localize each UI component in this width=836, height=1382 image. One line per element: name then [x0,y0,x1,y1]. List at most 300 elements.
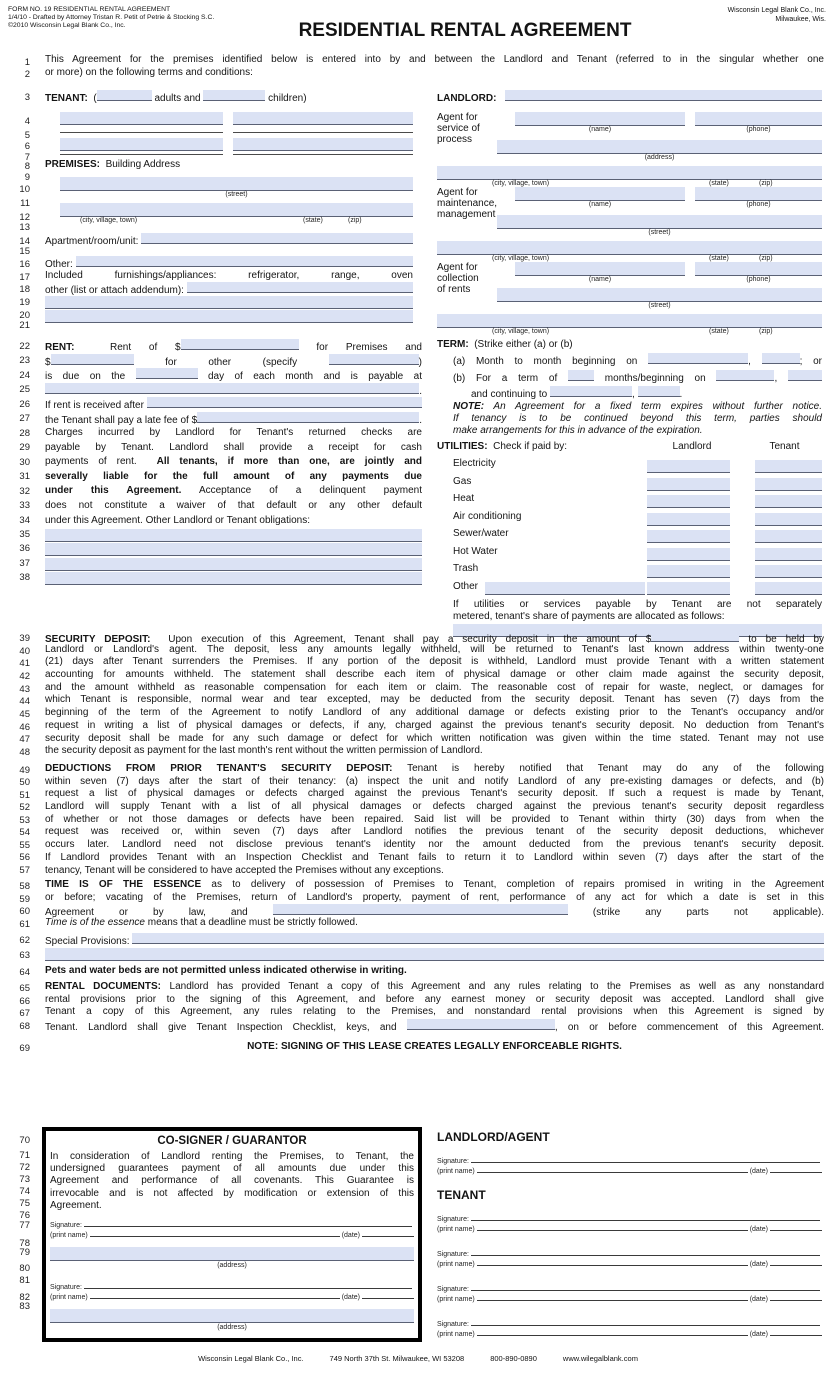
line-number: 10 [19,184,30,195]
zip-caption: (zip) [759,255,773,262]
signature-label: Signature: [437,1251,469,1258]
state-caption: (state) [709,255,729,262]
line-number: 54 [19,827,30,838]
print-name-label: (print name) [437,1226,475,1233]
addendum-row: other (list or attach addendum): [45,282,413,296]
signature-line[interactable] [84,1287,412,1289]
tenant-check-field[interactable] [755,548,822,561]
line-number: 18 [19,284,30,295]
tenant-signature-unit [437,1316,822,1338]
line-number: 75 [19,1198,30,1209]
addendum-field[interactable] [45,310,413,323]
line-number: 77 [19,1220,30,1231]
agent-label: maintenance, [437,198,498,209]
agent-label: service of [437,123,480,134]
paragraph-line: request was received or, within seven (7) days after Landlord notifies the previous tenant of the security deposit deductions, whichever [45,826,824,838]
rent-line: under this Agreement. Acceptance of a delinquent payment [45,485,422,497]
date-label: (date) [749,1261,768,1268]
line-number: 27 [19,413,30,424]
line-number: 19 [19,297,30,308]
name-caption: (name) [588,276,612,283]
form-drafter: 1/4/10 - Drafted by Attorney Tristan R. Petit of Petrie & Stocking S.C. [8,14,215,22]
rent-line: If rent is received after [45,397,422,412]
line-number: 62 [19,935,30,946]
tenant-check-field[interactable] [755,582,822,595]
fill-in-blank[interactable] [45,383,419,394]
utilities-col-tenant: Tenant [769,441,800,452]
paragraph-line: Agreement. [50,1199,102,1211]
publisher-city: Milwaukee, Wis. [775,15,826,23]
fill-in-blank[interactable] [197,412,419,423]
footer-company: Wisconsin Legal Blank Co., Inc. [198,1354,304,1363]
state-caption: (state) [303,217,323,224]
agent-phone-field[interactable] [695,187,822,201]
paragraph-line: request in writing a list of physical damages or defects, if any, charged against the previous tenant's security deposit. No deduction from Tenant's [45,719,824,731]
agent-name-field[interactable] [515,262,685,276]
tenant-row: TENANT: ( adults and children) [45,90,422,106]
line-number: 23 [19,355,30,366]
fill-in-blank[interactable] [568,370,594,381]
line-number: 71 [19,1150,30,1161]
line-number: 30 [19,457,30,468]
obligations-field[interactable] [45,572,422,585]
line-number: 44 [19,696,30,707]
landlord-signature-unit [437,1153,822,1175]
line-number: 39 [19,633,30,644]
line-number: 56 [19,852,30,863]
utility-label: Gas [453,476,472,487]
line-number: 31 [19,471,30,482]
phone-caption: (phone) [746,276,771,283]
cosigner-address-field[interactable] [50,1247,414,1261]
line-number: 36 [19,543,30,554]
line-number: 13 [19,222,30,233]
paragraph-line: Tenant. Landlord shall give Tenant Inspection Checklist, keys, and , on or before commencement of this Agreement. [45,1019,824,1032]
agent-street-field[interactable] [497,288,822,302]
fill-in-blank[interactable] [187,282,413,293]
landlord-check-field[interactable] [647,565,730,578]
tenant-heading: TENANT [437,1188,486,1202]
city-caption: (city, village, town) [80,217,138,224]
print-name-line[interactable] [477,1229,748,1231]
line-number: 42 [19,671,30,682]
paragraph-line: or before; vacating of the Premises, return of Landlord's property, payment of rent, performance of any act for which a date is set in this [45,891,824,903]
landlord-section [437,88,822,339]
utility-label: Electricity [453,458,496,469]
premises-heading: PREMISES: Building Address [45,159,181,170]
utilities-col-landlord: Landlord [672,441,712,452]
date-label: (date) [749,1331,768,1338]
paragraph-line: In consideration of Landlord renting the Premises, to Tenant, the [50,1151,414,1162]
cosigner-title: CO-SIGNER / GUARANTOR [157,1135,307,1147]
fill-in-blank[interactable] [273,904,568,915]
obligations-field[interactable] [45,529,422,542]
date-label: (date) [749,1168,768,1175]
paragraph-line: request a list of physical damages or defects charged against the previous Tenant's security deposit. If such a request is made by Tenant, [45,788,824,800]
line-number: 67 [19,1008,30,1019]
fill-in-blank[interactable] [648,353,748,364]
rental-documents-section [45,981,824,1032]
term-option-b: (b) For a term of months/beginning on , [453,370,822,386]
utilities-section [437,441,822,641]
landlord-check-field[interactable] [647,548,730,561]
address-caption: (address) [644,154,675,161]
cosigner-address-field[interactable] [50,1309,414,1323]
line-number: 52 [19,802,30,813]
address-caption: (address) [217,1324,247,1331]
rent-line: . [45,383,422,398]
date-line[interactable] [770,1171,822,1173]
line-number: 32 [19,486,30,497]
fill-in-blank[interactable] [203,90,265,101]
line-number: 57 [19,865,30,876]
line-number: 46 [19,722,30,733]
tenant-premises-section [45,88,422,338]
form-info [8,6,214,31]
landlord-check-field[interactable] [647,495,730,508]
street-field[interactable] [60,177,413,191]
signature-line[interactable] [471,1289,820,1291]
line-number: 21 [19,320,30,331]
street-caption: (street) [648,229,671,236]
tenant-check-field[interactable] [755,460,822,473]
landlord-agent-heading: LANDLORD/AGENT [437,1130,550,1144]
form-number: FORM NO. 19 RESIDENTIAL RENTAL AGREEMENT [8,6,171,13]
signature-label: Signature: [50,1284,82,1291]
publisher-info [728,7,826,24]
line-number: 74 [19,1186,30,1197]
fill-in-blank[interactable] [147,397,422,408]
term-option-a: (a) Month to month beginning on , ; or [453,353,822,369]
paragraph-line: occurs later. Landlord need not disclose previous tenant's identity nor the amount deducted from the previous tenant's security deposit. [45,839,824,851]
line-number: 11 [20,198,30,209]
line-number: 43 [19,684,30,695]
paragraph-line: SECURITY DEPOSIT: Upon execution of this Agreement, Tenant shall pay a security deposit in the amount of $ to be held by [45,631,824,644]
utility-label: Air conditioning [453,511,522,522]
tenant-check-field[interactable] [755,478,822,491]
paragraph-line: irrevocable and is not affected by modification or extension of this [50,1187,414,1199]
zip-caption: (zip) [759,328,773,335]
agent-label: Agent for [437,112,478,123]
utility-label: Other [453,581,479,592]
cosigner-signature-unit [50,1279,414,1331]
agent-city-field[interactable] [437,241,822,255]
rent-line: payments of rent. All tenants, if more than one, are jointly and [45,456,422,468]
utility-label: Hot Water [453,546,498,557]
line-number: 34 [19,515,30,526]
obligations-field[interactable] [45,543,422,556]
line-number: 53 [19,815,30,826]
paragraph-line: Time is of the essence means that a deadline must be strictly followed. [45,917,358,929]
landlord-check-field[interactable] [647,478,730,491]
agent-name-field[interactable] [515,112,685,126]
paragraph-line: security deposit shall be made for any such damage or defect for which written notification was given within the time stated. Tenant may not use [45,732,824,744]
signature-label: Signature: [50,1222,82,1229]
city-caption: (city, village, town) [492,180,550,187]
fill-in-blank[interactable] [76,256,413,267]
paragraph-line: tenancy, Tenant will be considered to have accepted the Premises without any exceptions. [45,864,444,876]
paragraph-line: rental provisions prior to the signing of this Agreement, and before any earnest money or security deposit was accepted. Landlord shall give [45,993,824,1005]
addendum-field[interactable] [45,296,413,309]
line-number: 70 [19,1135,30,1146]
signature-line[interactable] [84,1225,412,1227]
line-number: 4 [24,116,30,127]
line-number: 76 [19,1210,30,1221]
line-number: 59 [19,894,30,905]
signature-line[interactable] [471,1324,820,1326]
line-number: 78 [19,1238,30,1249]
date-label: (date) [749,1226,768,1233]
cosigner-signature-unit [50,1217,414,1269]
rent-line: is due on the day of each month and is payable at [45,368,422,383]
tenant-name-line[interactable] [233,142,413,155]
paragraph-line: If Landlord provides Tenant with an Inspection Checklist and Tenant fails to return it to Landlord within seven (7) days after the start of the [45,851,824,863]
paragraph-line: beginning of the term of the Agreement to notify Landlord of any additional damage or defects existing prior to the Tenant's occupancy and/or [45,707,824,719]
city-state-zip-field[interactable] [60,203,413,217]
state-caption: (state) [709,328,729,335]
line-number: 66 [19,996,30,1007]
signature-line[interactable] [471,1254,820,1256]
fill-in-blank[interactable] [132,933,824,944]
paragraph-line: TIME IS OF THE ESSENCE as to delivery of possession of Premises to Tenant, completion of repairs promised in writing in the Agreement [45,879,824,890]
agent-label: Agent for [437,187,478,198]
rent-section [45,339,422,589]
print-name-label: (print name) [50,1294,88,1301]
date-line[interactable] [770,1229,822,1231]
tenant-check-field[interactable] [755,565,822,578]
special-provisions-row: Special Provisions: [45,933,824,947]
print-name-line[interactable] [477,1299,748,1301]
city-caption: (city, village, town) [492,328,550,335]
paragraph-line: Landlord will supply Tenant with a list of all physical damages or defects charged against the previous tenant's security deposit regardless [45,801,824,813]
print-name-line[interactable] [90,1297,340,1299]
city-caption: (city, village, town) [492,255,550,262]
fill-in-blank[interactable] [505,90,822,101]
name-caption: (name) [588,126,612,133]
fill-in-blank[interactable] [51,354,134,365]
landlord-check-field[interactable] [647,513,730,526]
rent-line: severally liable for the full amount of any payments due [45,470,422,482]
agent-city-field[interactable] [437,314,822,328]
line-number: 33 [19,500,30,511]
paragraph-line: which Tenant is responsible, normal wear and tear excepted, may be deducted from the security deposit. Tenant has seven (7) days from the [45,694,824,706]
line-number: 58 [19,881,30,892]
pets-line: Pets and water beds are not permitted unless indicated otherwise in writing. [45,965,407,976]
line-number: 3 [24,92,30,103]
line-number: 61 [19,919,30,930]
paragraph-line: of whether or not those damages or defects have been repaired. Said list will be provided to Tenant within thirty (30) days from when the [45,813,824,825]
agent-phone-field[interactable] [695,262,822,276]
date-label: (date) [341,1232,360,1239]
line-number: 20 [19,310,30,321]
phone-caption: (phone) [746,126,771,133]
date-line[interactable] [362,1235,414,1237]
fill-in-blank[interactable] [141,233,413,244]
signature-label: Signature: [437,1321,469,1328]
fill-in-blank[interactable] [136,368,198,379]
name-caption: (name) [588,201,612,208]
agent-street-field[interactable] [497,215,822,229]
line-number: 41 [19,658,30,669]
line-number: 64 [19,967,30,978]
address-caption: (address) [217,1262,247,1269]
line-number: 7 [24,152,30,163]
fill-in-blank[interactable] [638,386,680,397]
signature-line[interactable] [471,1161,820,1163]
term-section [437,339,822,439]
signature-label: Signature: [437,1158,469,1165]
line-number: 37 [19,558,30,569]
fill-in-blank[interactable] [788,370,822,381]
tenant-signature-unit [437,1246,822,1268]
print-name-line[interactable] [477,1264,748,1266]
print-name-label: (print name) [50,1232,88,1239]
signature-label: Signature: [437,1286,469,1293]
security-deposit-section [45,631,824,758]
paragraph-line: DEDUCTIONS FROM PRIOR TENANT'S SECURITY DEPOSIT: Tenant is hereby notified that Tenant may do any of the following [45,763,824,774]
fill-in-blank[interactable] [550,386,632,397]
metered-line: metered, tenant's share of payments are allocated as follows: [453,611,725,622]
line-number: 5 [24,130,30,141]
line-number: 65 [19,983,30,994]
date-line[interactable] [770,1334,822,1336]
line-number: 81 [19,1275,30,1286]
paragraph-line: Tenant a copy of this Agreement, any rules relating to the Premises, and nonstandard rental provisions when this Agreement is signed by [45,1006,824,1018]
fill-in-blank[interactable] [407,1019,555,1030]
line-number: 40 [19,646,30,657]
paragraph-line: accounting for amounts withheld. The statement shall describe each item of physical damage or other claim made against the security deposit, [45,669,824,681]
fill-in-blank[interactable] [651,631,739,642]
landlord-check-field[interactable] [647,460,730,473]
line-number: 29 [19,442,30,453]
line-number: 25 [19,384,30,395]
agent-label: collection [437,273,479,284]
publisher-name: Wisconsin Legal Blank Co., Inc. [727,7,826,14]
term-heading: TERM: (Strike either (a) or (b) [437,339,573,350]
signature-line[interactable] [471,1219,820,1221]
paragraph-line: within seven (7) days after the start of their tenancy: (a) inspect the unit and notify Landlord of any pre-existing damages or defects, and (b) [45,775,824,787]
line-number: 49 [19,765,30,776]
date-line[interactable] [770,1264,822,1266]
print-name-label: (print name) [437,1296,475,1303]
rent-line: does not constitute a waiver of that default or any other default [45,500,422,512]
line-number: 14 [19,236,30,247]
street-caption: (street) [225,191,248,198]
cosigner-box [42,1127,422,1342]
zip-caption: (zip) [759,180,773,187]
tenant-name-line[interactable] [60,142,223,155]
print-name-line[interactable] [477,1171,748,1173]
page-title: RESIDENTIAL RENTAL AGREEMENT [298,20,632,41]
state-caption: (state) [709,180,729,187]
line-number: 35 [19,529,30,540]
line-number: 8 [24,161,30,172]
line-number: 82 [19,1292,30,1303]
form-copyright: ©2010 Wisconsin Legal Blank Co., Inc. [8,22,126,30]
paragraph-line: undersigned guarantees payment of all amounts due under this [50,1163,414,1175]
line-number: 6 [24,141,30,152]
print-name-line[interactable] [477,1334,748,1336]
footer-phone: 800-890-0890 [490,1354,537,1363]
fill-in-blank[interactable] [97,90,152,101]
agent-city-field[interactable] [437,166,822,180]
paragraph-line: Agreement and performance of all covenants. This Guarantee is [50,1175,414,1187]
landlord-row: LANDLORD: [437,90,822,104]
line-number: 51 [19,790,30,801]
fill-in-blank[interactable] [762,353,800,364]
tenant-check-field[interactable] [755,513,822,526]
rent-line: payable by Tenant. Landlord shall provide a receipt for cash [45,441,422,453]
date-label: (date) [341,1294,360,1301]
line-number: 48 [19,747,30,758]
agent-name-field[interactable] [515,187,685,201]
line-number: 12 [19,212,30,223]
line-number: 1 [24,57,30,68]
utilities-heading: UTILITIES: Check if paid by: [437,441,568,452]
print-name-label: (print name) [437,1261,475,1268]
rent-line: the Tenant shall pay a late fee of $ . [45,412,422,427]
fill-in-blank[interactable] [329,354,419,365]
line-number: 28 [19,428,30,439]
date-line[interactable] [362,1297,414,1299]
fill-in-blank[interactable] [716,370,774,381]
date-label: (date) [749,1296,768,1303]
special-provisions-field[interactable] [45,948,824,961]
print-name-line[interactable] [90,1235,340,1237]
print-name-label: (print name) [437,1331,475,1338]
tenant-name-line[interactable] [60,120,223,133]
utility-label: Sewer/water [453,528,509,539]
term-note-line: make arrangements for this in advance of the expiration. [453,425,703,436]
line-number: 47 [19,734,30,745]
rent-line: RENT: Rent of $ for Premises and [45,339,422,354]
rent-line: Charges incurred by Landlord for Tenant's returned checks are [45,427,422,439]
tenant-check-field[interactable] [755,530,822,543]
landlord-check-field[interactable] [647,582,730,595]
paragraph-line: (21) days after Tenant surrenders the Premises. If any portion of the deposit is withheld, Landlord must provide Tenant with a written statement [45,656,824,668]
term-note-line: NOTE: An Agreement for a fixed term expires without further notice. [453,401,822,412]
utility-other-field[interactable] [485,582,645,595]
tenant-signature-unit [437,1211,822,1233]
footer [0,1354,836,1363]
signature-label: Signature: [437,1216,469,1223]
line-number: 9 [24,172,30,183]
rent-line: under this Agreement. Other Landlord or Tenant obligations: [45,514,310,526]
footer-address: 749 North 37th St. Milwaukee, WI 53208 [329,1354,465,1363]
tenant-check-field[interactable] [755,495,822,508]
agent-phone-field[interactable] [695,112,822,126]
obligations-field[interactable] [45,558,422,571]
line-number: 2 [24,69,30,80]
footer-website: www.wilegalblank.com [562,1354,638,1363]
furnishings-line: Included furnishings/appliances: refrigerator, range, oven [45,270,413,281]
line-number: 80 [19,1263,30,1274]
agent-address-field[interactable] [497,140,822,154]
date-line[interactable] [770,1299,822,1301]
line-number: 24 [19,370,30,381]
deductions-section [45,763,824,877]
line-number: 50 [19,777,30,788]
paragraph-line: Agreement or by law, and (strike any parts not applicable). [45,904,824,917]
line-number: 79 [19,1247,30,1258]
line-number: 69 [19,1043,30,1054]
fill-in-blank[interactable] [181,339,299,350]
line-number: 38 [19,572,30,583]
tenant-name-line[interactable] [233,120,413,133]
line-number: 73 [19,1174,30,1185]
line-number: 15 [19,246,30,257]
landlord-check-field[interactable] [647,530,730,543]
